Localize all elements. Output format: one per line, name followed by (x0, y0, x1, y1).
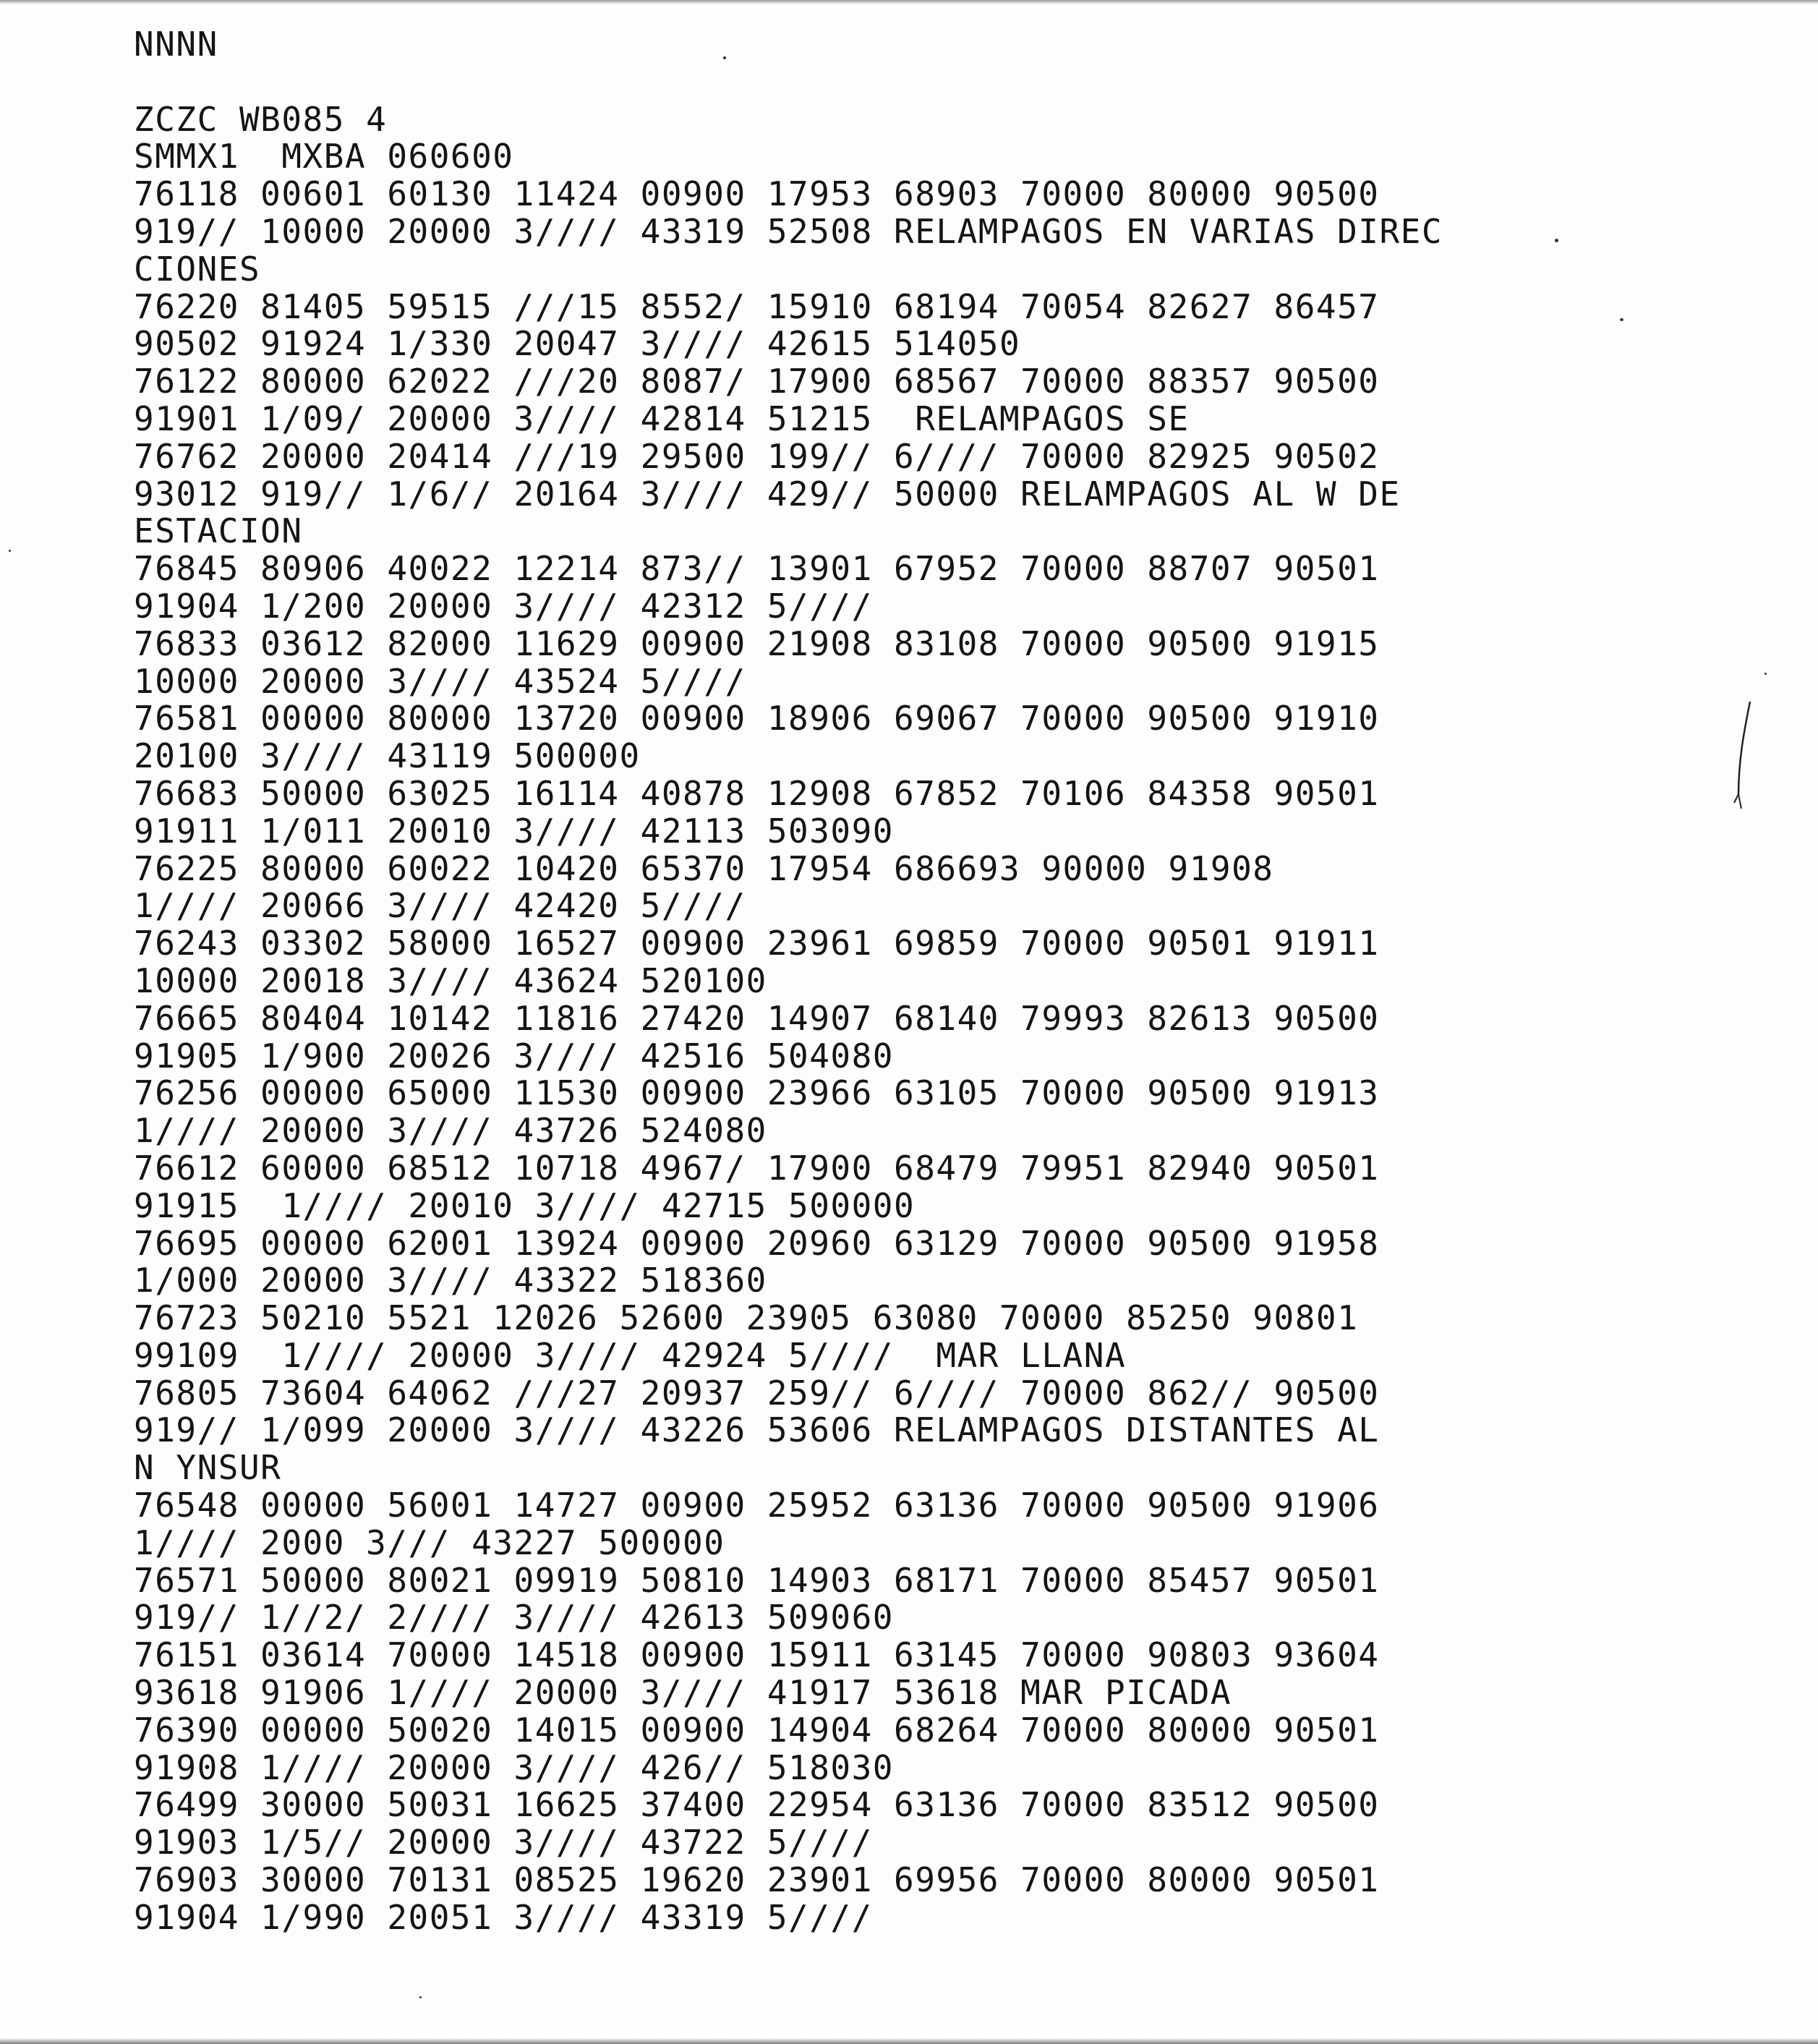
bulletin-line: 919// 1//2/ 2//// 3//// 42613 509060 (134, 1598, 894, 1638)
bulletin-line: ZCZC WB085 4 (134, 99, 388, 139)
scan-bottom-edge (0, 2038, 1818, 2044)
bulletin-line: 91915 1//// 20010 3//// 42715 500000 (134, 1185, 916, 1225)
bulletin-line: 76723 50210 5521 12026 52600 23905 63080 70000 85250 90801 (134, 1298, 1359, 1338)
pen-stroke-mark (1728, 694, 1757, 825)
bulletin-line: 76612 60000 68512 10718 4967/ 17900 68479 79951 82940 90501 (134, 1148, 1380, 1188)
bulletin-line: 76122 80000 62022 ///20 8087/ 17900 68567 70000 88357 90500 (134, 362, 1380, 401)
bulletin-line: 919// 1/099 20000 3//// 43226 53606 RELAMPAGOS DISTANTES AL (134, 1410, 1380, 1450)
bulletin-line: 90502 91924 1/330 20047 3//// 42615 514050 (134, 324, 1021, 364)
bulletin-line: 76499 30000 50031 16625 37400 22954 63136 70000 83512 90500 (134, 1785, 1380, 1825)
bulletin-line: 91908 1//// 20000 3//// 426// 518030 (134, 1747, 894, 1787)
dust-speck (1620, 318, 1623, 321)
bulletin-line: 76225 80000 60022 10420 65370 17954 686693 90000 91908 (134, 848, 1274, 888)
bulletin-line: 1//// 20000 3//// 43726 524080 (134, 1111, 767, 1151)
bulletin-line: 76695 00000 62001 13924 00900 20960 63129 70000 90500 91958 (134, 1223, 1380, 1263)
bulletin-line: ESTACION (134, 511, 303, 551)
bulletin-line: 76845 80906 40022 12214 873// 13901 67952 70000 88707 90501 (134, 549, 1380, 589)
bulletin-line: 76805 73604 64062 ///27 20937 259// 6//// 70000 862// 90500 (134, 1373, 1380, 1413)
bulletin-line: 76665 80404 10142 11816 27420 14907 68140 79993 82613 90500 (134, 998, 1380, 1038)
bulletin-line: 91911 1/011 20010 3//// 42113 503090 (134, 811, 894, 851)
bulletin-line: 10000 20018 3//// 43624 520100 (134, 961, 767, 1000)
bulletin-line: 93012 919// 1/6// 20164 3//// 429// 50000 RELAMPAGOS AL W DE (134, 474, 1401, 514)
bulletin-line: 76118 00601 60130 11424 00900 17953 68903 70000 80000 90500 (134, 174, 1380, 214)
bulletin-line: 76243 03302 58000 16527 00900 23961 69859 70000 90501 91911 (134, 924, 1380, 963)
bulletin-line: 93618 91906 1//// 20000 3//// 41917 53618 MAR PICADA (134, 1673, 1232, 1713)
bulletin-line: CIONES (134, 249, 261, 289)
bulletin-line: 91904 1/200 20000 3//// 42312 5//// (134, 586, 873, 626)
bulletin-line: 91904 1/990 20051 3//// 43319 5//// (134, 1897, 873, 1937)
bulletin-line (134, 64, 1443, 101)
bulletin-line: 91905 1/900 20026 3//// 42516 504080 (134, 1036, 894, 1076)
dust-speck (9, 550, 11, 552)
bulletin-line: 99109 1//// 20000 3//// 42924 5//// MAR LLANA (134, 1335, 1127, 1375)
scan-top-edge (0, 0, 1818, 4)
bulletin-line: 76903 30000 70131 08525 19620 23901 69956 70000 80000 90501 (134, 1860, 1380, 1900)
bulletin-line: 76390 00000 50020 14015 00900 14904 68264 70000 80000 90501 (134, 1710, 1380, 1750)
bulletin-line: 919// 10000 20000 3//// 43319 52508 RELAMPAGOS EN VARIAS DIREC (134, 211, 1443, 251)
bulletin-line: 76833 03612 82000 11629 00900 21908 83108 70000 90500 91915 (134, 623, 1380, 663)
dust-speck (419, 1996, 422, 1998)
bulletin-line: 1/000 20000 3//// 43322 518360 (134, 1261, 767, 1300)
bulletin-line: 10000 20000 3//// 43524 5//// (134, 661, 746, 701)
bulletin-line: N YNSUR (134, 1448, 282, 1488)
bulletin-line: 91903 1/5// 20000 3//// 43722 5//// (134, 1823, 873, 1862)
bulletin-line: NNNN (134, 25, 218, 64)
bulletin-line: 20100 3//// 43119 500000 (134, 736, 641, 776)
bulletin-line: 76151 03614 70000 14518 00900 15911 63145 70000 90803 93604 (134, 1635, 1380, 1675)
dust-speck (1555, 239, 1558, 242)
dust-speck (1764, 673, 1767, 675)
teletype-bulletin (134, 26, 1443, 1937)
dust-speck (723, 56, 726, 59)
bulletin-line: 1//// 2000 3/// 43227 500000 (134, 1523, 725, 1562)
bulletin-line: 1//// 20066 3//// 42420 5//// (134, 886, 746, 926)
bulletin-line: 76571 50000 80021 09919 50810 14903 68171 70000 85457 90501 (134, 1560, 1380, 1600)
bulletin-line: 76548 00000 56001 14727 00900 25952 63136 70000 90500 91906 (134, 1486, 1380, 1525)
bulletin-line: 76581 00000 80000 13720 00900 18906 69067 70000 90500 91910 (134, 699, 1380, 738)
bulletin-line: 76683 50000 63025 16114 40878 12908 67852 70106 84358 90501 (134, 773, 1380, 813)
bulletin-line: 91901 1/09/ 20000 3//// 42814 51215 RELAMPAGOS SE (134, 399, 1190, 438)
bulletin-line: SMMX1 MXBA 060600 (134, 137, 514, 176)
bulletin-line: 76220 81405 59515 ///15 8552/ 15910 68194 70054 82627 86457 (134, 286, 1380, 326)
bulletin-line: 76762 20000 20414 ///19 29500 199// 6//// 70000 82925 90502 (134, 436, 1380, 476)
bulletin-line: 76256 00000 65000 11530 00900 23966 63105 70000 90500 91913 (134, 1073, 1380, 1113)
